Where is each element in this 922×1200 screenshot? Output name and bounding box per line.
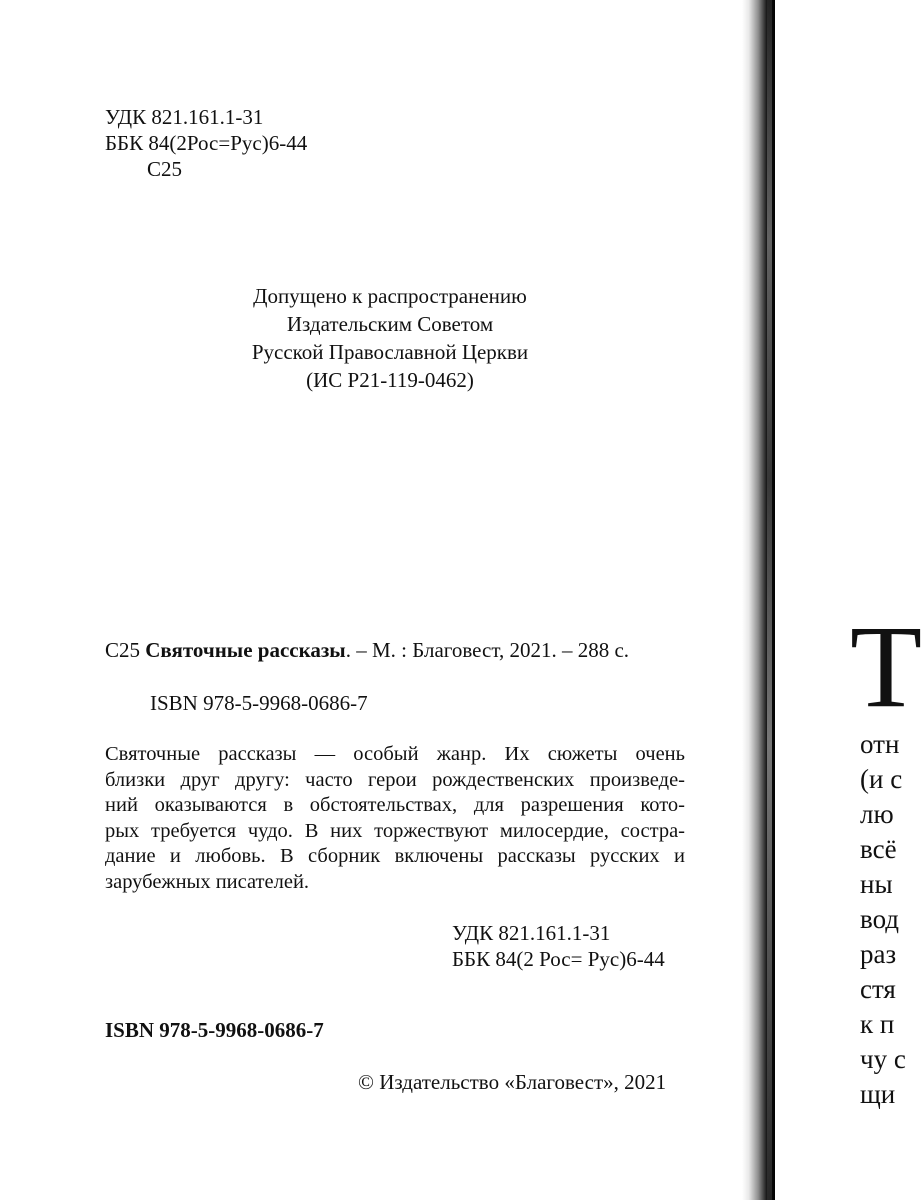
- facing-page-line: всё: [860, 834, 897, 864]
- book-title: Святочные рассказы: [145, 638, 346, 662]
- facing-page-line: (и с: [860, 764, 903, 794]
- facing-page-line: отн: [860, 729, 900, 759]
- spine-shadow-edge: [767, 0, 772, 1200]
- facing-page-line: раз: [860, 939, 897, 969]
- publication-details: . – М. : Благовест, 2021. – 288 с.: [345, 638, 630, 662]
- annotation-line: Святочные рассказы — особый жанр. Их сюжеты очень: [105, 743, 685, 765]
- facing-page-text: [860, 727, 906, 1112]
- isbn-regular: ISBN 978-5-9968-0686-7: [150, 691, 368, 715]
- annotation-line: рых требуется чудо. В них торжествуют милосердие, состра-: [105, 819, 685, 842]
- facing-page-line: вод: [860, 904, 900, 934]
- bottom-classification-block: [452, 920, 665, 972]
- annotation-line: дание и любовь. В сборник включены рассказы русских и: [105, 845, 685, 867]
- top-classification-block: [105, 104, 307, 182]
- bbk-top: ББК 84(2Рос=Рус)6-44: [105, 131, 308, 155]
- udk-bottom: УДК 821.161.1-31: [452, 921, 611, 945]
- bbk-bottom: ББК 84(2 Рос= Рус)6-44: [452, 947, 665, 971]
- copyright-line: © Издательство «Благовест», 2021: [358, 1070, 667, 1094]
- permit-line-3: Русской Православной Церкви: [251, 340, 529, 364]
- facing-page-line: чу с: [860, 1044, 906, 1074]
- bibliographic-record: [105, 637, 629, 663]
- isbn-bold: ISBN 978-5-9968-0686-7: [105, 1018, 324, 1042]
- udk-top: УДК 821.161.1-31: [105, 105, 264, 129]
- facing-page-line: ны: [860, 869, 893, 899]
- facing-page-line: щи: [860, 1079, 896, 1109]
- distribution-permit: [160, 282, 620, 394]
- permit-line-2: Издательским Советом: [286, 312, 494, 336]
- facing-page-line: лю: [860, 799, 894, 829]
- facing-page-line: к п: [860, 1009, 895, 1039]
- annotation-line: близки друг другу: часто герои рождественских произведе-: [105, 768, 685, 791]
- author-mark-top: С25: [147, 157, 183, 181]
- annotation: [105, 742, 685, 895]
- facing-page-line: стя: [860, 974, 896, 1004]
- facing-page-dropcap: Т: [850, 601, 922, 732]
- permit-line-4: (ИС Р21-119-0462): [306, 368, 474, 392]
- permit-line-1: Допущено к распространению: [253, 284, 527, 308]
- bib-mark: С25: [105, 638, 141, 662]
- annotation-line: ний оказываются в обстоятельствах, для разрешения кото-: [105, 794, 685, 816]
- annotation-line: зарубежных писателей.: [105, 870, 310, 893]
